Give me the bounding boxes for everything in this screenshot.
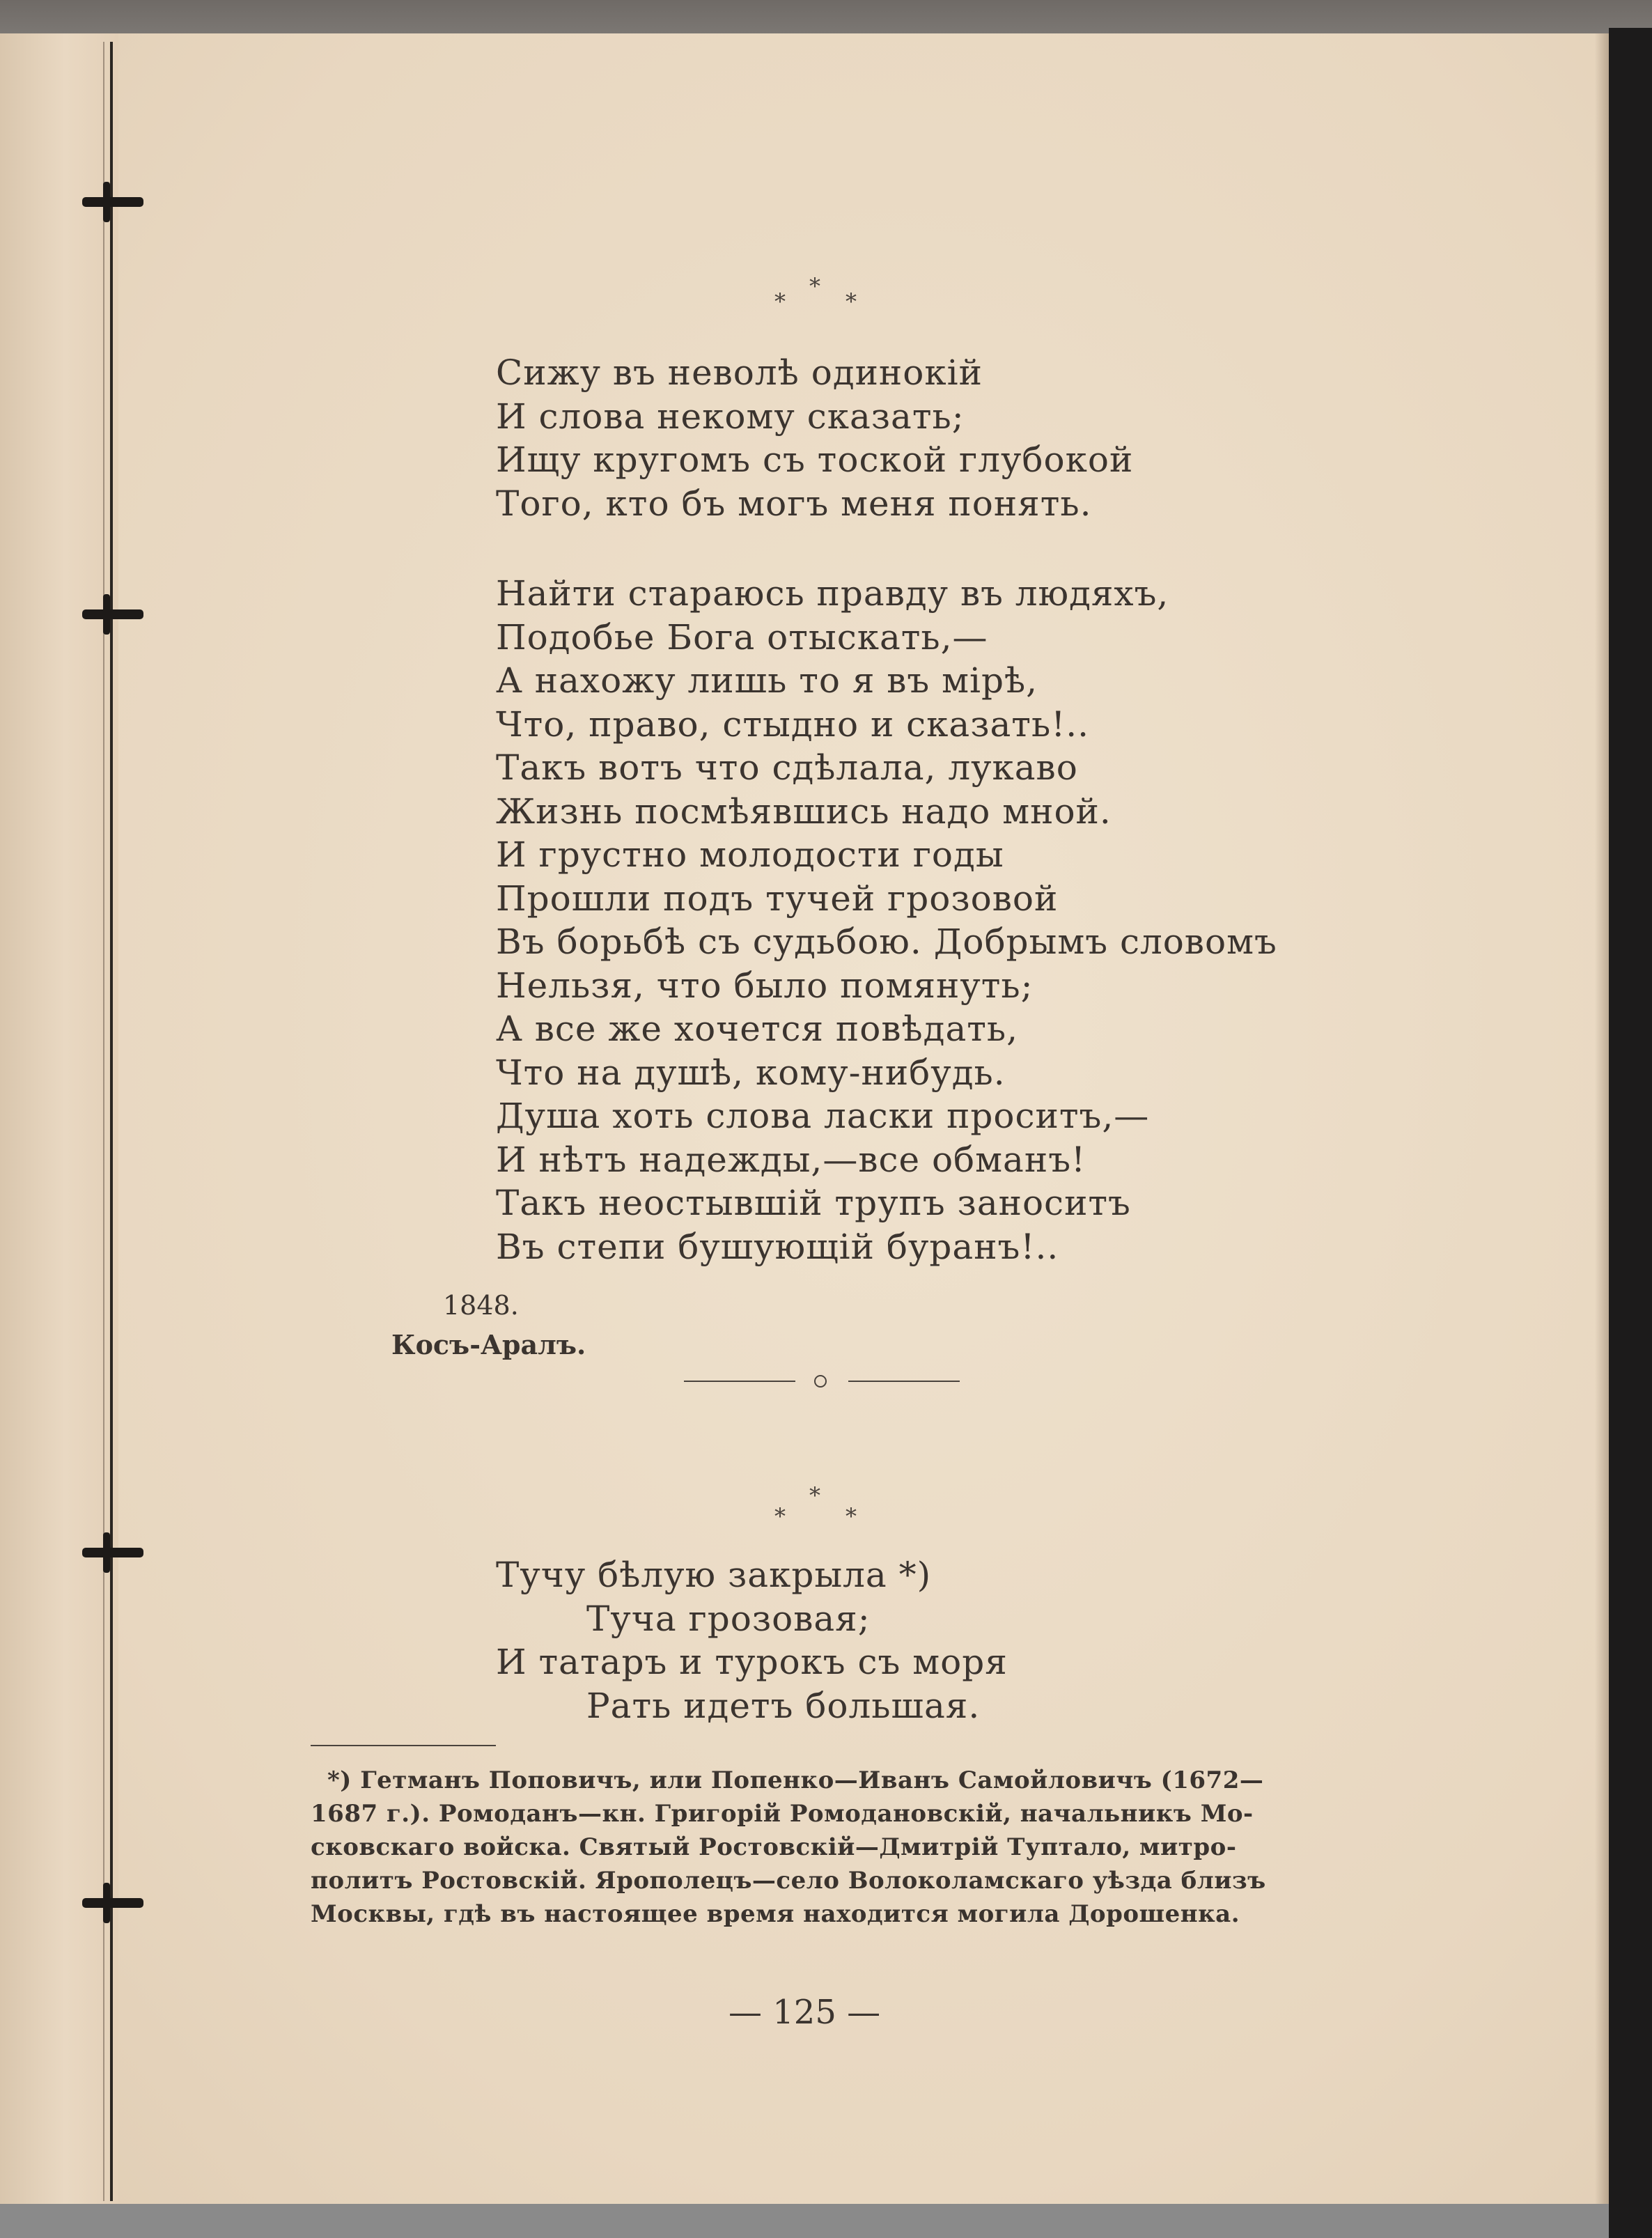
footnote-line: *) Гетманъ Поповичъ, или Попенко—Иванъ Самойловичъ (1672— — [327, 1766, 1264, 1794]
poem1-line: А нахожу лишь то я въ мірѣ, — [496, 660, 1038, 701]
binding-stitch — [82, 1898, 143, 1908]
poem1-line: И нѣтъ надежды,—все обманъ! — [496, 1140, 1086, 1180]
page-gutter — [0, 33, 118, 2204]
poem1-line: Подобье Бога отыскать,— — [496, 617, 988, 658]
poem1-line: И слова некому сказать; — [496, 396, 965, 437]
separator-rule-right — [848, 1381, 960, 1382]
poem1-line: Такъ вотъ что сдѣлала, лукаво — [496, 747, 1078, 788]
binding-stitch — [82, 197, 143, 207]
poem2-line: Туча грозовая; — [586, 1599, 871, 1639]
poem1-line: И грустно молодости годы — [496, 834, 1004, 875]
poem2-line: Тучу бѣлую закрыла *) — [496, 1555, 932, 1595]
poem1-line: Жизнь посмѣявшись надо мной. — [496, 791, 1112, 832]
poem1-line: Сижу въ неволѣ одинокій — [496, 352, 983, 393]
scan-border-right — [1609, 28, 1652, 2238]
footnote-line: Москвы, гдѣ въ настоящее время находится могила Дорошенка. — [311, 1900, 1240, 1928]
poem1-line: Что на душѣ, кому-нибудь. — [496, 1052, 1006, 1093]
poem1-line: Ищу кругомъ съ тоской глубокой — [496, 440, 1134, 480]
poem2-line: Рать идетъ большая. — [586, 1686, 981, 1726]
poem1-line: Того, кто бъ могъ меня понять. — [496, 483, 1092, 524]
poem-date: 1848. — [443, 1290, 519, 1321]
poem1-line: Нельзя, что было помянуть; — [496, 965, 1034, 1006]
footnote-line: 1687 г.). Ромоданъ—кн. Григорій Ромодановскій, начальникъ Мо- — [311, 1800, 1254, 1828]
separator-circle — [814, 1375, 827, 1388]
footnote-line: политъ Ростовскій. Ярополецъ—село Волоколамскаго уѣзда близъ — [311, 1867, 1266, 1895]
poem1-line: Что, право, стыдно и сказать!.. — [496, 704, 1090, 745]
footnote-line: сковскаго войска. Святый Ростовскій—Дмитрій Туптало, митро- — [311, 1833, 1237, 1861]
footnote-rule — [311, 1745, 496, 1746]
scan-border-bottom — [0, 2204, 1609, 2238]
spine-shadow — [103, 42, 104, 2201]
poem1-line: Въ степи бушующій буранъ!.. — [496, 1227, 1059, 1267]
poem1-line: Найти стараюсь правду въ людяхъ, — [496, 573, 1169, 614]
binding-stitch — [82, 1548, 143, 1557]
binding-spine — [110, 42, 113, 2201]
poem1-line: Душа хоть слова ласки проситъ,— — [496, 1096, 1150, 1136]
page-edge-shadow — [1595, 33, 1610, 2204]
poem-place: Косъ-Аралъ. — [391, 1329, 586, 1360]
poem1-line: Въ борьбѣ съ судьбою. Добрымъ словомъ — [496, 922, 1277, 962]
poem1-line: Прошли подъ тучей грозовой — [496, 878, 1059, 919]
poem1-line: Такъ неостывшій трупъ заноситъ — [496, 1183, 1131, 1223]
binding-stitch — [82, 609, 143, 619]
separator-rule-left — [684, 1381, 795, 1382]
poem2-line: И татаръ и турокъ съ моря — [496, 1642, 1008, 1682]
poem1-line: А все же хочется повѣдать, — [496, 1009, 1019, 1049]
page-number: — 125 — — [728, 1993, 881, 2032]
